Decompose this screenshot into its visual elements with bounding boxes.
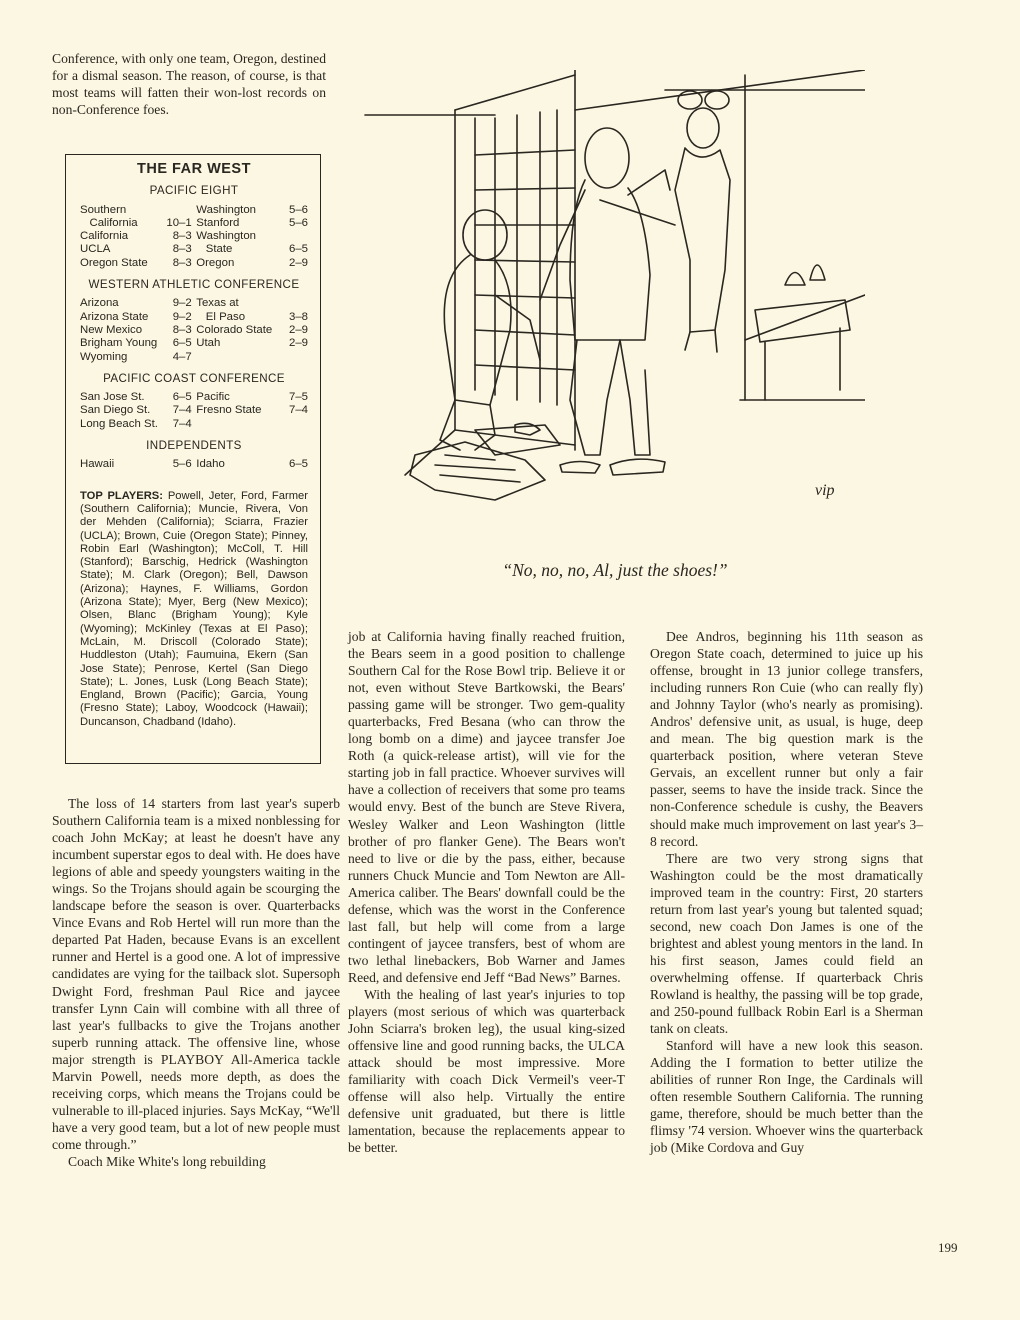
conference-name: PACIFIC COAST CONFERENCE <box>103 371 285 385</box>
team-row <box>80 351 192 364</box>
team-record: 2–9 <box>288 323 308 336</box>
conference-name: INDEPENDENTS <box>146 439 242 453</box>
standings-right-column <box>196 297 308 363</box>
team-record: 5–6 <box>172 458 192 471</box>
team-row <box>196 337 308 350</box>
team-name: UCLA <box>80 243 111 256</box>
team-name: Long Beach St. <box>80 417 158 430</box>
conference-name: WESTERN ATHLETIC CONFERENCE <box>88 278 300 292</box>
paragraph: Dee Andros, beginning his 11th season as Oregon State coach, determined to juice up his offense, brought in 13 junior college transfers, including runners Ron Cuie (who can really fly) and Johnny Taylor (who's nearly as promising). Andros' defensive unit, as usual, is huge, deep and mean. The big question mark is the quarterback position, where veteran Steve Gervais, an excellent runner but only a fair passer, seems to have the inside track. Since the non-Conference schedule is cushy, the Beavers should make much improvement on last year's 3–8 record. <box>650 629 923 849</box>
team-record: 6–5 <box>172 337 192 350</box>
team-row <box>80 217 192 230</box>
team-name: New Mexico <box>80 323 143 336</box>
team-record: 7–5 <box>288 391 308 404</box>
team-name: Arizona <box>80 297 119 310</box>
team-name: Idaho <box>196 458 225 471</box>
team-record: 7–4 <box>172 417 192 430</box>
standings-left-column <box>80 204 192 270</box>
team-record: 6–5 <box>288 458 308 471</box>
team-name: Colorado State <box>196 323 273 336</box>
paragraph: There are two very strong signs that Washington could be the most dramatically improved team in the country: First, 20 starters return from last year's young but talented squad; second, new coach Don James is one of the brightest and ablest young mentors in the land. In his first season, James could field an overwhelming offense. If quarterback Chris Rowland is healthy, the passing will be top grade, and 250-pound fullback Robin Earl is a Sherman tank on cleats. <box>650 850 923 1037</box>
conference-table <box>80 391 308 431</box>
team-row <box>80 243 192 256</box>
team-row <box>196 458 308 471</box>
team-row <box>196 217 308 230</box>
team-record: 6–5 <box>288 243 308 256</box>
top-players <box>80 490 308 729</box>
conference-table <box>80 204 308 270</box>
team-row <box>196 230 308 243</box>
team-record: 8–3 <box>172 256 192 269</box>
far-west-title: THE FAR WEST <box>137 161 251 177</box>
team-name: Brigham Young <box>80 337 158 350</box>
team-row <box>80 257 192 270</box>
conference-table <box>80 458 308 471</box>
team-row <box>80 204 192 217</box>
team-record: 10–1 <box>166 216 192 229</box>
team-name: State <box>196 243 233 256</box>
team-name: Washington <box>196 203 257 216</box>
team-row <box>196 404 308 417</box>
team-name: Wyoming <box>80 350 128 363</box>
team-name: Texas at <box>196 297 239 310</box>
conference-name: PACIFIC EIGHT <box>149 184 239 198</box>
paragraph: Coach Mike White's long rebuilding <box>68 1153 266 1169</box>
paragraph: Stanford will have a new look this season. Adding the I formation to better utilize the abilities of runner Ron Inge, the Cardinals will often resemble Southern California. The running game, therefore, should be much better than the flimsy '74 version. Whoever wins the quarterback job (Mike Cordova and Guy <box>650 1038 923 1156</box>
team-row <box>196 204 308 217</box>
team-name: Hawaii <box>80 458 115 471</box>
team-row <box>80 404 192 417</box>
artist-signature: vip <box>815 482 835 499</box>
page-number: 199 <box>938 1240 958 1255</box>
team-record: 9–2 <box>172 310 192 323</box>
team-name: Pacific <box>196 391 230 404</box>
team-row <box>196 391 308 404</box>
cartoon-illustration <box>345 70 865 530</box>
far-west-box <box>65 154 321 764</box>
article-column-3 <box>650 628 923 1156</box>
team-name: Oregon <box>196 256 235 269</box>
team-name: California <box>80 230 129 243</box>
team-name: Utah <box>196 337 221 350</box>
team-record: 5–6 <box>288 216 308 229</box>
standings-right-column <box>196 204 308 270</box>
conference-standings <box>80 184 308 471</box>
intro-paragraph <box>52 50 326 118</box>
paragraph: job at California having finally reached fruition, the Bears seem in a good position to challenge Southern Cal for the Rose Bowl trip. Believe it or not, even without Steve Bartkowski, the Bears' passing game will be stronger. Two gem-quality quarterbacks, Fred Besana (who can throw the long bomb on a dime) and jaycee transfer Joe Roth (a quick-release artist), will vie for the starting job in fall practice. Whoever survives will have a collection of receivers that some pro teams would envy. Best of the bunch are Steve Rivera, Wesley Walker and Leon Washington (little brother of pro flanker Gene). The Bears won't need to live or die by the pass, either, because runners Chuck Muncie and Tom Newton are All-America caliber. The Bears' downfall could be the defense, which was the worst in the Conference last fall, but help will come from a large contingent of jaycee transfers, best of whom are two lethal linebackers, Bob Warner and James Reed, and defensive end Jeff “Bad News” Barnes. <box>348 629 625 985</box>
paragraph: With the healing of last year's injuries to top players (most serious of which was quarterback John Sciarra's broken leg), the usual king-sized offensive line and good running backs, the ULCA attack should be most impressive. More familiarity with coach Dick Vermeil's veer-T offense will also help. Virtually the entire defensive unit graduated, but there is little lamentation, because the replacements appear to be better. <box>348 986 625 1156</box>
team-name: Oregon State <box>80 256 148 269</box>
team-record: 8–3 <box>172 230 192 243</box>
team-row <box>80 311 192 324</box>
team-row <box>196 297 308 310</box>
standings-right-column <box>196 391 308 431</box>
top-players-label: TOP PLAYERS: <box>80 489 163 502</box>
team-record: 7–4 <box>288 404 308 417</box>
team-record: 7–4 <box>172 404 192 417</box>
standings-left-column <box>80 391 192 431</box>
conference-table <box>80 297 308 363</box>
team-row <box>80 324 192 337</box>
team-row <box>80 458 192 471</box>
team-name: Arizona State <box>80 310 149 323</box>
team-row <box>80 418 192 431</box>
team-row <box>80 391 192 404</box>
standings-left-column <box>80 297 192 363</box>
team-record: 8–3 <box>172 323 192 336</box>
team-name: Stanford <box>196 216 240 229</box>
team-record: 4–7 <box>172 350 192 363</box>
team-record: 2–9 <box>288 337 308 350</box>
team-row <box>80 230 192 243</box>
team-record: 3–8 <box>288 310 308 323</box>
team-row <box>196 243 308 256</box>
team-record: 8–3 <box>172 243 192 256</box>
team-name: El Paso <box>196 310 246 323</box>
team-record: 5–6 <box>288 203 308 216</box>
team-row <box>80 337 192 350</box>
team-record: 2–9 <box>288 256 308 269</box>
team-name: San Jose St. <box>80 391 145 404</box>
team-row <box>196 257 308 270</box>
cartoon-caption: “No, no, no, Al, just the shoes!” <box>502 560 728 580</box>
team-name: California <box>80 216 138 229</box>
team-name: San Diego St. <box>80 404 151 417</box>
team-name: Washington <box>196 230 257 243</box>
team-record: 6–5 <box>172 391 192 404</box>
team-name: Fresno State <box>196 404 262 417</box>
article-column-2 <box>348 628 625 1156</box>
team-row <box>196 324 308 337</box>
team-record: 9–2 <box>172 297 192 310</box>
intro-text: Conference, with only one team, Oregon, destined for a dismal season. The reason, of course, is that most teams will fatten their won-lost records on non-Conference foes. <box>52 51 326 118</box>
standings-left-column <box>80 458 192 471</box>
paragraph: The loss of 14 starters from last year's superb Southern California team is a mixed nonblessing for coach John McKay; at least he doesn't have any incumbent superstar egos to deal with. He does have legions of able and speedy youngsters waiting in the wings. So the Trojans should again be scourging the landscape before the season is over. Quarterbacks Vince Evans and Rob Hertel will run more than the departed Pat Haden, because Evans is an excellent runner and Hertel is a good one. A lot of impressive candidates are vying for the tailback slot. Supersoph Dwight Ford, freshman Paul Rice and jaycee transfer Lynn Cain will combine with all three of last year's fullbacks to give the Trojans another superb running attack. The offensive line, whose major strength is PLAYBOY All-America tackle Marvin Powell, needs more depth, as does the receiving corps, which means the Trojans could be vulnerable to ill-placed injuries. Says McKay, “We'll have a very good team, but a lot of new people must come through.” <box>52 796 340 1152</box>
team-row <box>80 297 192 310</box>
team-row <box>196 311 308 324</box>
article-column-1 <box>52 795 340 1170</box>
top-players-text: Powell, Jeter, Ford, Farmer (Southern California); Muncie, Rivera, Von der Mehden (California); Sciarra, Frazier (UCLA); Brown, Cuie (Oregon State); Pinney, Robin Earl (Washington); McColl, T. Hill (Stanford); Barschig, Hedrick (Washington State); M. Clark (Oregon); Bell, Dawson (Arizona); Haynes, F. Williams, Gordon (Arizona State); Myer, Berg (New Mexico); Olsen, Blanc (Brigham Young); Kyle (Wyoming); McKinley (Texas at El Paso); McLain, M. Driscoll (Colorado State); Huddleston (Utah); Faumuina, Ekern (San Jose State); Penrose, Kertel (San Diego State); L. Jones, Lusk (Long Beach State); England, Brown (Pacific); Garcia, Young (Fresno State); Laboy, Woodcock (Hawaii); Duncanson, Chadband (Idaho). <box>80 489 308 728</box>
team-name: Southern <box>80 203 127 216</box>
standings-right-column <box>196 458 308 471</box>
